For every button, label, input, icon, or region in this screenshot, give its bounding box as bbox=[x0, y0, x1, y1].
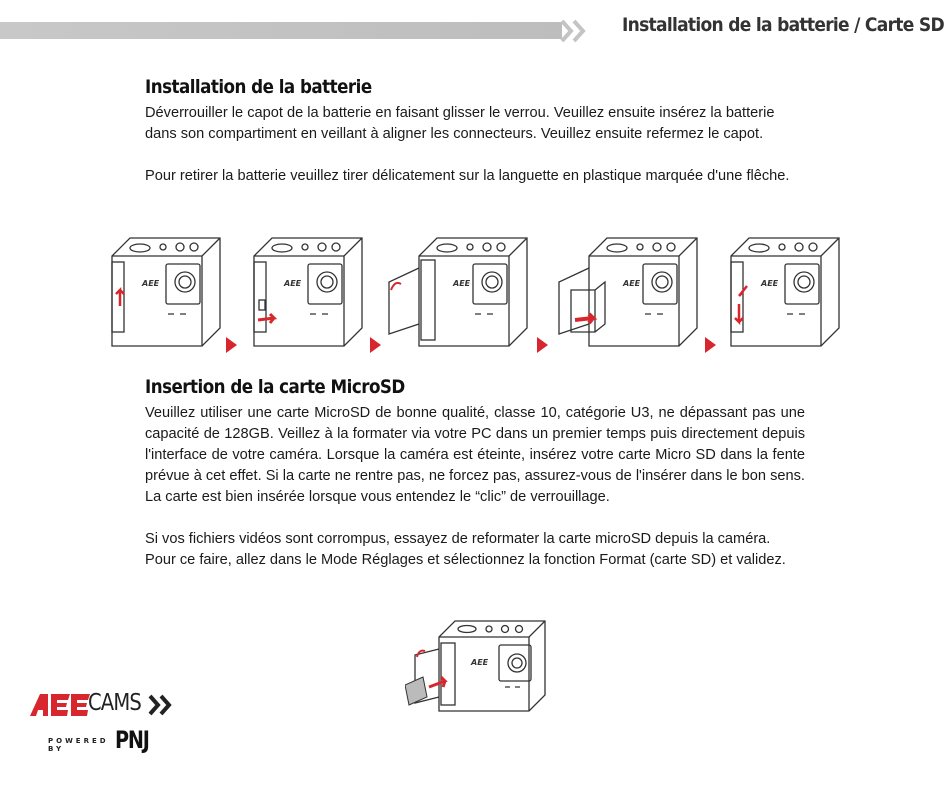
page-title: Installation de la batterie / Carte SD bbox=[622, 14, 944, 36]
sd-paragraph-2: Si vos fichiers vidéos sont corrompus, essayez de reformater la carte microSD depuis la caméra. Pour ce faire, allez dans le Mode Réglages et sélectionnez la fonction Format (carte SD) et validez. bbox=[145, 531, 786, 568]
sd-paragraph-1: Veuillez utiliser une carte MicroSD de bonne qualité, classe 10, catégorie U3, ne dépassant pas une capacité de 128GB. Veillez à la formater via votre PC dans un premier temps puis directement depuis l'interface de votre caméra. Lorsque la caméra est éteinte, insérez votre carte Micro SD dans la fente prévue à cet effet. Si la carte ne rentre pas, ne forcez pas, assurez-vous de l'insérer dans le bon sens. La carte est bien insérée lorsque vous entendez le “clic” de verrouillage. bbox=[145, 405, 805, 505]
double-chevron-icon bbox=[560, 18, 590, 44]
step-1-logo: AEE bbox=[142, 279, 160, 288]
header-bar bbox=[0, 22, 562, 39]
step-arrow-icon bbox=[705, 337, 717, 353]
step-5-logo: AEE bbox=[761, 279, 779, 288]
battery-step-4-illustration bbox=[555, 228, 705, 353]
aee-logo-mark bbox=[30, 692, 92, 718]
battery-paragraph-1: Déverrouiller le capot de la batterie en faisant glisser le verrou. Veuillez ensuite insérez la batterie dans son compartiment en veillant à aligner les connecteurs. Veuillez ensuite refermez le capot. bbox=[145, 105, 775, 142]
step-2-logo: AEE bbox=[284, 279, 302, 288]
sd-illustration-logo: AEE bbox=[471, 658, 489, 667]
pnj-logo: PNJ bbox=[115, 726, 149, 754]
brand-cams-text: CAMS bbox=[88, 690, 141, 716]
step-4-logo: AEE bbox=[623, 279, 641, 288]
battery-heading: Installation de la batterie bbox=[145, 76, 372, 98]
battery-step-2-illustration bbox=[250, 228, 370, 353]
battery-step-3-illustration bbox=[385, 228, 535, 353]
battery-step-5-illustration bbox=[727, 228, 847, 353]
step-arrow-icon bbox=[537, 337, 549, 353]
sd-heading: Insertion de la carte MicroSD bbox=[145, 376, 405, 398]
battery-step-1-illustration bbox=[108, 228, 228, 353]
step-3-logo: AEE bbox=[453, 279, 471, 288]
step-arrow-icon bbox=[226, 337, 238, 353]
battery-paragraph-2: Pour retirer la batterie veuillez tirer délicatement sur la languette en plastique marquée d'une flêche. bbox=[145, 168, 790, 184]
svg-text:AEE: AEE bbox=[30, 692, 33, 693]
sd-insertion-illustration bbox=[405, 615, 555, 715]
step-arrow-icon bbox=[370, 337, 382, 353]
powered-by-text: POWERED BY bbox=[48, 737, 109, 753]
brand-chevron-icon bbox=[148, 694, 174, 716]
